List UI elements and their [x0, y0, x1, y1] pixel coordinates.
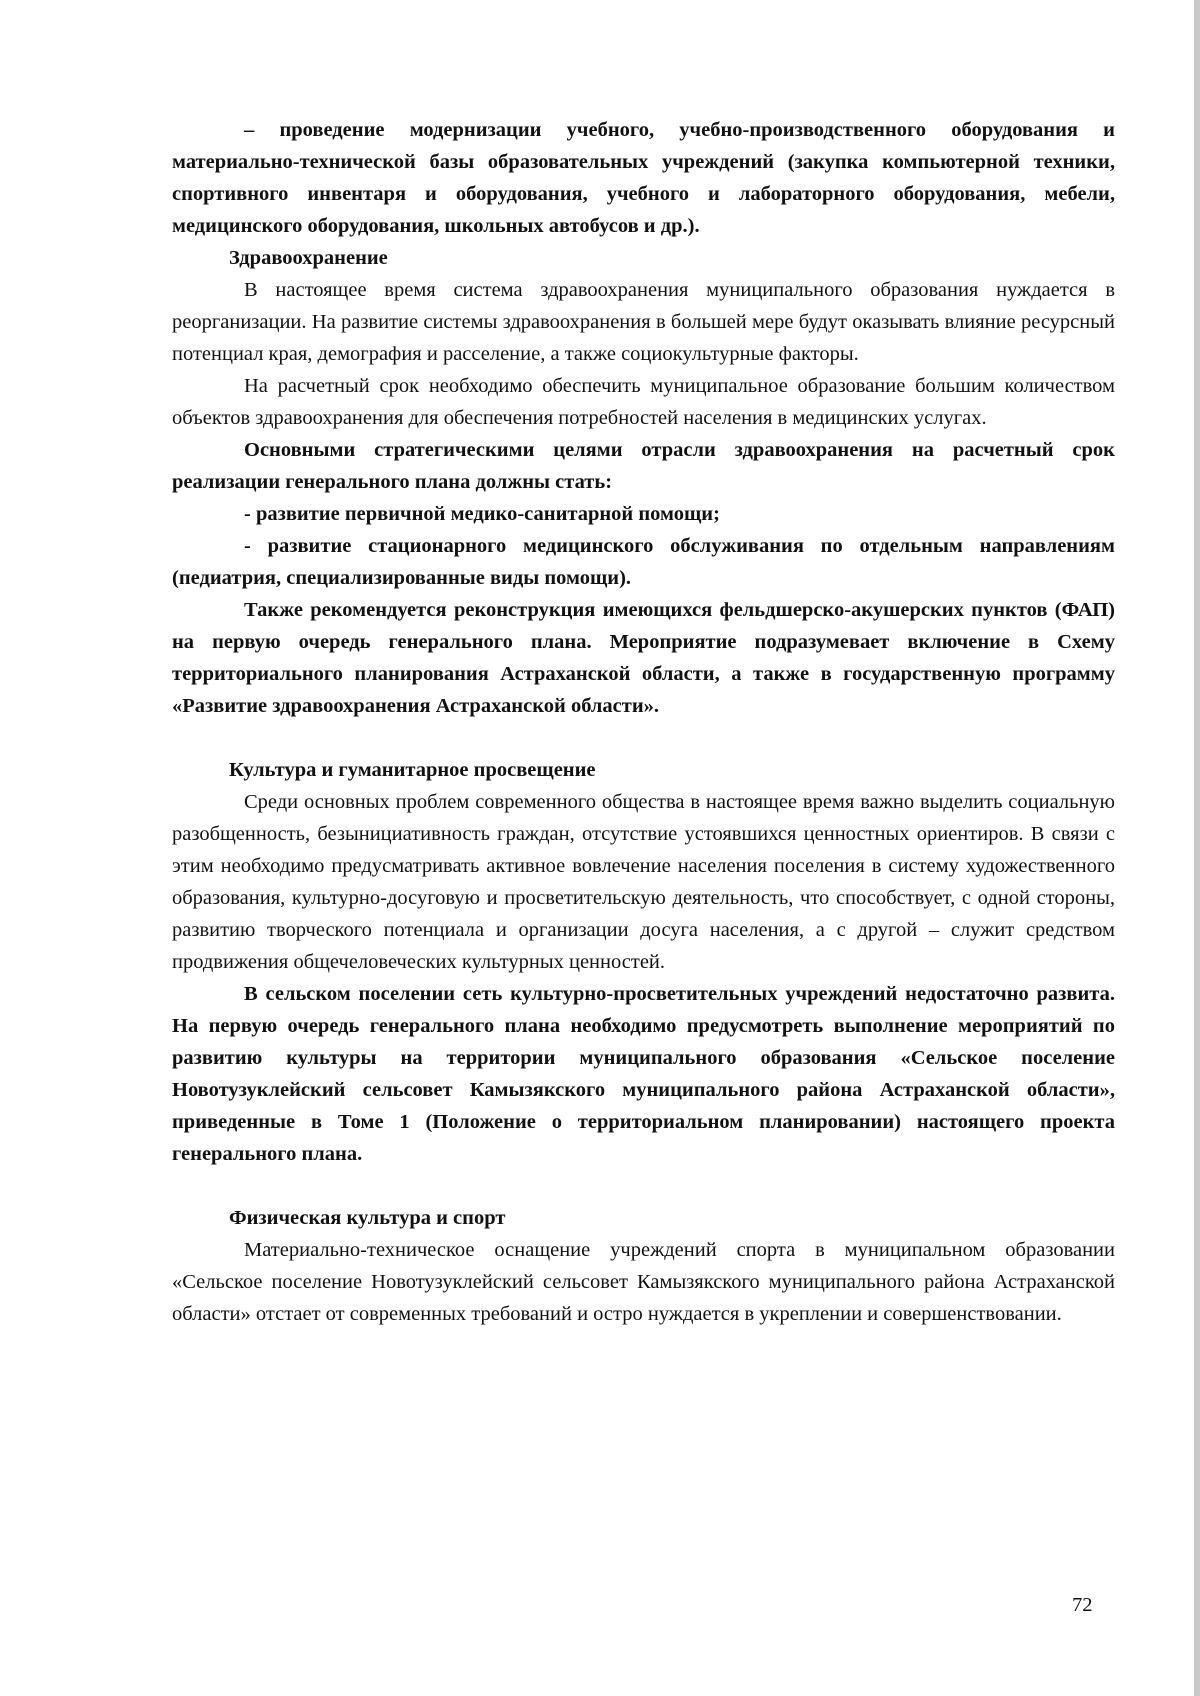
page-number: 72: [1072, 1594, 1093, 1616]
paragraph: В настоящее время система здравоохранения муниципального образования нуждается в реорганизации. На развитие системы здравоохранения в большей мере будут оказывать влияние ресурсный потенциал края, демография и расселение, а также социокультурные факторы.: [172, 279, 1115, 365]
paragraph: Материально-техническое оснащение учреждений спорта в муниципальном образовании «Сельское поселение Новотузуклейский сельсовет Камызякского муниципального района Астраханской области» отстает от современных требований и остро нуждается в укреплении и совершенствовании.: [172, 1239, 1115, 1325]
paragraph-spacer: [172, 1170, 1115, 1202]
paragraph-spacer: [172, 722, 1115, 754]
bold-paragraph: - развитие стационарного медицинского обслуживания по отдельным направлениям (педиатрия, специализированные виды помощи).: [172, 535, 1115, 589]
document-page: [172, 114, 1115, 1330]
section-heading: Здравоохранение: [229, 247, 388, 269]
bold-paragraph: Также рекомендуется реконструкция имеющихся фельдшерско-акушерских пунктов (ФАП) на первую очередь генерального плана. Мероприятие подразумевает включение в Схему территориального планирования Астраханской области, а также в государственную программу «Развитие здравоохранения Астраханской области».: [172, 599, 1115, 717]
paragraph: Среди основных проблем современного общества в настоящее время важно выделить социальную разобщенность, безынициативность граждан, отсутствие устоявшихся ценностных ориентиров. В связи с этим необходимо предусматривать активное вовлечение населения поселения в систему художественного образования, культурно-досуговую и просветительскую деятельность, что способствует, с одной стороны, развитию творческого потенциала и организации досуга населения, а с другой – служит средством продвижения общечеловеческих культурных ценностей.: [172, 791, 1115, 973]
section-heading: Физическая культура и спорт: [229, 1207, 506, 1229]
bold-paragraph: - развитие первичной медико-санитарной помощи;: [244, 503, 720, 525]
paragraph: На расчетный срок необходимо обеспечить муниципальное образование большим количеством объектов здравоохранения для обеспечения потребностей населения в медицинских услугах.: [172, 375, 1115, 429]
section-heading: Культура и гуманитарное просвещение: [229, 759, 596, 781]
page-edge-shadow: [1194, 0, 1200, 1696]
bold-paragraph: В сельском поселении сеть культурно-просветительных учреждений недостаточно развита. На первую очередь генерального плана необходимо предусмотреть выполнение мероприятий по развитию культуры на территории муниципального образования «Сельское поселение Новотузуклейский сельсовет Камызякского муниципального района Астраханской области», приведенные в Томе 1 (Положение о территориальном планировании) настоящего проекта генерального плана.: [172, 983, 1115, 1165]
bold-paragraph: Основными стратегическими целями отрасли здравоохранения на расчетный срок реализации генерального плана должны стать:: [172, 439, 1115, 493]
bold-paragraph: – проведение модернизации учебного, учебно-производственного оборудования и материально-технической базы образовательных учреждений (закупка компьютерной техники, спортивного инвентаря и оборудования, учебного и лабораторного оборудования, мебели, медицинского оборудования, школьных автобусов и др.).: [172, 119, 1115, 237]
